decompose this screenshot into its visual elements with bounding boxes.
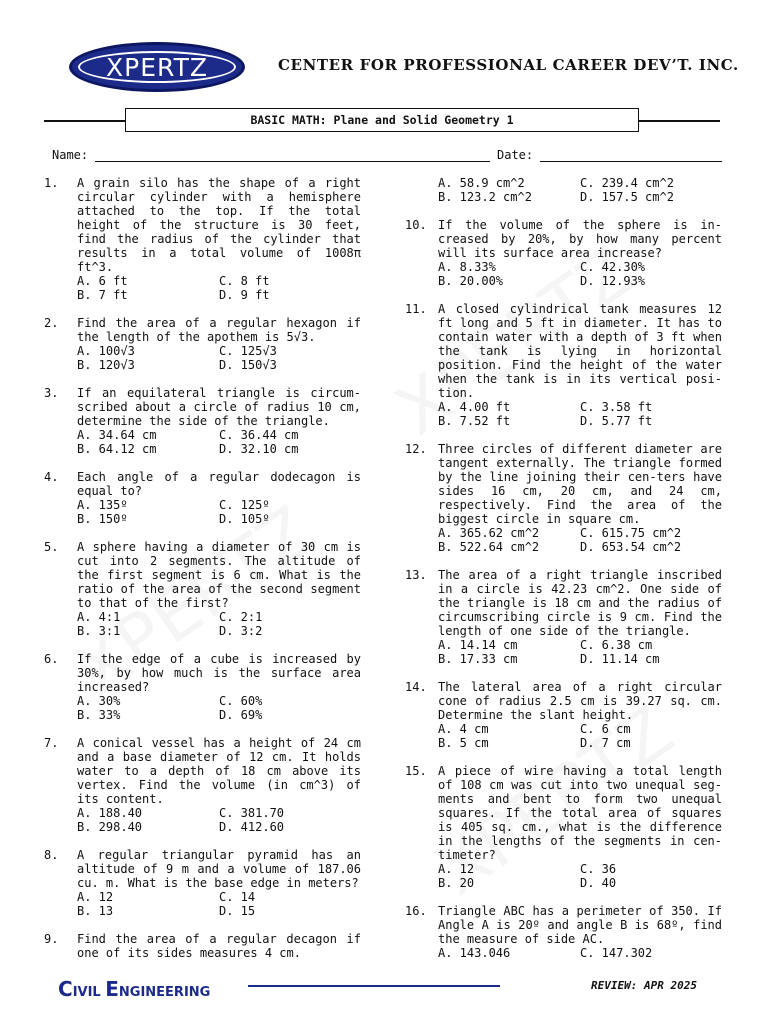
- answer-option[interactable]: C. 125√3: [219, 344, 277, 358]
- question-number: 9.: [44, 932, 59, 946]
- title-rule-left: [44, 120, 125, 122]
- question: [44, 386, 361, 456]
- question: [44, 540, 361, 638]
- question: [405, 568, 722, 666]
- question-9-continued: [405, 176, 722, 204]
- answer-options: [438, 862, 722, 890]
- question-text: Triangle ABC has a perimeter of 350. If Angle A is 20º and angle B is 68º, find the measure of side AC.: [438, 904, 722, 946]
- footer-c: C: [58, 977, 73, 1001]
- question-number: 16.: [405, 904, 427, 918]
- question: [44, 848, 361, 918]
- question-text: A conical vessel has a height of 24 cm and a base diameter of 12 cm. It holds water to a depth of 18 cm above its vertex. Find the volume (in cm^3) of its content.: [77, 736, 361, 806]
- logo-text: XPERTZ: [78, 51, 236, 83]
- date-field[interactable]: [540, 161, 722, 162]
- question-number: 8.: [44, 848, 59, 862]
- answer-option[interactable]: A. 30%: [77, 694, 121, 708]
- title-rule-right: [639, 120, 720, 122]
- answer-option[interactable]: B. 64.12 cm: [77, 442, 157, 456]
- answer-option[interactable]: C. 42.30%: [580, 260, 646, 274]
- question-number: 1.: [44, 176, 59, 190]
- question-text: If the edge of a cube is increased by 30%, by how much is the surface area increased?: [77, 652, 361, 694]
- question-text: Each angle of a regular dodecagon is equal to?: [77, 470, 361, 498]
- question-text: If an equilateral triangle is circum-scribed about a circle of radius 10 cm, determine the side of the triangle.: [77, 386, 361, 428]
- answer-options: [438, 722, 722, 750]
- q9-options: [438, 176, 722, 204]
- answer-options: [77, 694, 361, 722]
- answer-options: [438, 638, 722, 666]
- answer-option[interactable]: C. 6 cm: [580, 722, 631, 736]
- answer-option[interactable]: B. 120√3: [77, 358, 135, 372]
- answer-option[interactable]: B. 20: [438, 876, 475, 890]
- answer-options: [77, 890, 361, 918]
- answer-option[interactable]: B. 7 ft: [77, 288, 128, 302]
- answer-option[interactable]: A. 14.14 cm: [438, 638, 518, 652]
- answer-options: [438, 400, 722, 428]
- footer-rule: [248, 985, 500, 987]
- question-text: If the volume of the sphere is in-creased by 20%, by how many percent will its surface area increase?: [438, 218, 722, 260]
- answer-option[interactable]: A. 188.40: [77, 806, 143, 820]
- answer-options: [77, 274, 361, 302]
- question-number: 2.: [44, 316, 59, 330]
- answer-options: [77, 498, 361, 526]
- answer-option[interactable]: D. 157.5 cm^2: [580, 190, 674, 204]
- answer-option[interactable]: C. 239.4 cm^2: [580, 176, 674, 190]
- answer-option[interactable]: D. 32.10 cm: [219, 442, 299, 456]
- answer-option[interactable]: C. 60%: [219, 694, 263, 708]
- answer-option[interactable]: D. 7 cm: [580, 736, 631, 750]
- answer-option[interactable]: B. 20.00%: [438, 274, 504, 288]
- question-number: 15.: [405, 764, 427, 778]
- question-text: Find the area of a regular decagon if one of its sides measures 4 cm.: [77, 932, 361, 960]
- organization-name: CENTER FOR PROFESSIONAL CAREER DEV’T. INC.: [278, 56, 739, 74]
- question-text: Three circles of different diameter are tangent externally. The triangle formed by the line joining their cen-ters have sides 16 cm, 20 cm, and 24 cm, respectively. Find the area of the biggest circle in square cm.: [438, 442, 722, 526]
- question: [44, 316, 361, 372]
- question-text: The lateral area of a right circular cone of radius 2.5 cm is 39.27 sq. cm. Determine the slant height.: [438, 680, 722, 722]
- answer-options: [438, 260, 722, 288]
- answer-option[interactable]: B. 298.40: [77, 820, 143, 834]
- answer-option[interactable]: D. 40: [580, 876, 617, 890]
- question-text: A piece of wire having a total length of 108 cm was cut into two unequal seg-ments and bent to form two unequal squares. If the total area of squares is 405 sq. cm., what is the difference in the lengths of the segments in cen-timeter?: [438, 764, 722, 862]
- answer-option[interactable]: A. 100√3: [77, 344, 135, 358]
- footer-review-date: REVIEW: APR 2025: [591, 979, 697, 992]
- answer-option[interactable]: A. 135º: [77, 498, 128, 512]
- answer-option[interactable]: A. 6 ft: [77, 274, 128, 288]
- question: [44, 736, 361, 834]
- answer-option[interactable]: B. 13: [77, 904, 114, 918]
- question: [44, 932, 361, 960]
- questions-right-column: [405, 176, 722, 974]
- answer-option[interactable]: C. 3.58 ft: [580, 400, 653, 414]
- question: [405, 442, 722, 554]
- question: [44, 176, 361, 302]
- question-text: A sphere having a diameter of 30 cm is cut into 2 segments. The altitude of the first segment is 6 cm. What is the ratio of the area of the second segment to that of the first?: [77, 540, 361, 610]
- answer-option[interactable]: D. 15: [219, 904, 256, 918]
- answer-option[interactable]: A. 34.64 cm: [77, 428, 157, 442]
- question-text: The area of a right triangle inscribed in a circle is 42.23 cm^2. One side of the triangle is 18 cm and the radius of circumscribing circle is 9 cm. Find the length of one side of the triangle.: [438, 568, 722, 638]
- question-number: 11.: [405, 302, 427, 316]
- answer-options: [438, 526, 722, 554]
- answer-option[interactable]: C. 6.38 cm: [580, 638, 653, 652]
- answer-option[interactable]: B. 17.33 cm: [438, 652, 518, 666]
- question-text: A grain silo has the shape of a right circular cylinder with a hemisphere attached to the top. If the total height of the structure is 30 feet, find the radius of the cylinder that results in a total volume of 1008π ft^3.: [77, 176, 361, 274]
- answer-option[interactable]: C. 8 ft: [219, 274, 270, 288]
- answer-option[interactable]: D. 3:2: [219, 624, 263, 638]
- answer-option[interactable]: D. 105º: [219, 512, 270, 526]
- answer-option[interactable]: D. 12.93%: [580, 274, 646, 288]
- answer-option[interactable]: C. 36.44 cm: [219, 428, 299, 442]
- answer-option[interactable]: C. 36: [580, 862, 617, 876]
- answer-option[interactable]: D. 11.14 cm: [580, 652, 660, 666]
- answer-option[interactable]: D. 412.60: [219, 820, 285, 834]
- question-number: 10.: [405, 218, 427, 232]
- question: [44, 470, 361, 526]
- answer-option[interactable]: D. 5.77 ft: [580, 414, 653, 428]
- questions-right-list: [405, 218, 722, 960]
- answer-option[interactable]: A. 58.9 cm^2: [438, 176, 525, 190]
- answer-option[interactable]: D. 69%: [219, 708, 263, 722]
- name-field[interactable]: [95, 161, 490, 162]
- page-title: BASIC MATH: Plane and Solid Geometry 1: [125, 108, 639, 132]
- question-number: 6.: [44, 652, 59, 666]
- question: [405, 904, 722, 960]
- footer-civil-engineering: [58, 977, 210, 1001]
- date-label: Date:: [497, 148, 534, 162]
- question-number: 12.: [405, 442, 427, 456]
- question: [405, 218, 722, 288]
- answer-option[interactable]: B. 7.52 ft: [438, 414, 511, 428]
- question: [405, 302, 722, 428]
- footer-ivil: IVIL: [72, 985, 106, 1000]
- answer-option[interactable]: A. 4:1: [77, 610, 121, 624]
- question-text: A regular triangular pyramid has an altitude of 9 m and a volume of 187.06 cu. m. What is the base edge in meters?: [77, 848, 361, 890]
- answer-option[interactable]: A. 365.62 cm^2: [438, 526, 540, 540]
- answer-option[interactable]: B. 150º: [77, 512, 128, 526]
- answer-option[interactable]: C. 147.302: [580, 946, 653, 960]
- answer-option[interactable]: C. 381.70: [219, 806, 285, 820]
- answer-option[interactable]: C. 14: [219, 890, 256, 904]
- question-number: 4.: [44, 470, 59, 484]
- answer-option[interactable]: C. 2:1: [219, 610, 263, 624]
- question-text: Find the area of a regular hexagon if the length of the apothem is 5√3.: [77, 316, 361, 344]
- answer-options: [77, 610, 361, 638]
- question-number: 13.: [405, 568, 427, 582]
- question-text: A closed cylindrical tank measures 12 ft long and 5 ft in diameter. It has to contain water with a depth of 3 ft when the tank is lying in horizontal position. Find the height of the water when the tank is in its vertical posi-tion.: [438, 302, 722, 400]
- question-number: 7.: [44, 736, 59, 750]
- answer-option[interactable]: A. 12: [77, 890, 114, 904]
- questions-left-column: [44, 176, 361, 960]
- answer-option[interactable]: B. 5 cm: [438, 736, 489, 750]
- answer-options: [77, 428, 361, 456]
- answer-option[interactable]: D. 9 ft: [219, 288, 270, 302]
- question-number: 5.: [44, 540, 59, 554]
- answer-option[interactable]: B. 3:1: [77, 624, 121, 638]
- answer-options: [438, 946, 722, 960]
- name-label: Name:: [52, 148, 89, 162]
- answer-option[interactable]: A. 4.00 ft: [438, 400, 511, 414]
- answer-option[interactable]: B. 123.2 cm^2: [438, 190, 532, 204]
- footer-e: E: [105, 977, 119, 1001]
- answer-option[interactable]: D. 150√3: [219, 358, 277, 372]
- answer-options: [77, 806, 361, 834]
- question-number: 14.: [405, 680, 427, 694]
- question: [405, 680, 722, 750]
- question-number: 3.: [44, 386, 59, 400]
- answer-option[interactable]: A. 143.046: [438, 946, 511, 960]
- answer-option[interactable]: B. 33%: [77, 708, 121, 722]
- answer-option[interactable]: A. 4 cm: [438, 722, 489, 736]
- answer-options: [77, 344, 361, 372]
- question: [405, 764, 722, 890]
- answer-option[interactable]: D. 653.54 cm^2: [580, 540, 682, 554]
- answer-option[interactable]: C. 615.75 cm^2: [580, 526, 682, 540]
- answer-option[interactable]: C. 125º: [219, 498, 270, 512]
- logo: [69, 42, 245, 92]
- answer-option[interactable]: B. 522.64 cm^2: [438, 540, 540, 554]
- question: [44, 652, 361, 722]
- footer-ngineering: NGINEERING: [118, 985, 211, 1000]
- answer-option[interactable]: A. 12: [438, 862, 475, 876]
- answer-option[interactable]: A. 8.33%: [438, 260, 496, 274]
